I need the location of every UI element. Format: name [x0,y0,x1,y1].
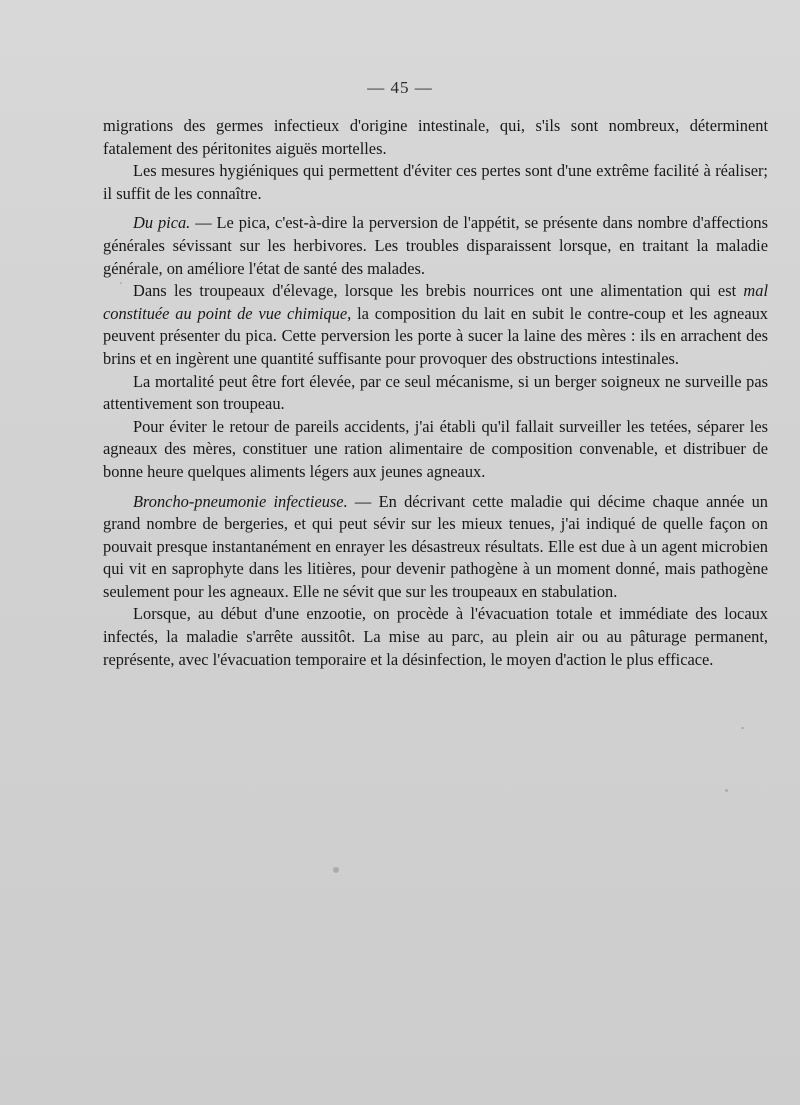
paragraph-pica-troupeaux [103,280,768,370]
paragraph-hygiene [103,160,768,205]
paragraph-text: Les mesures hygiéniques qui permettent d'éviter ces pertes sont d'une extrême facilité à réaliser; il suffit de les connaître. [103,161,768,203]
paragraph-broncho-pneumonie [103,491,768,604]
section-heading-pica: Du pica. [133,213,191,233]
paragraph-text: Lorsque, au début d'une enzootie, on procède à l'évacuation totale et immédiate des locaux infectés, la maladie s'arrête aussitôt. La mise au parc, au plein air ou au pâturage permanent, représente, avec l'évacuation temporaire et la désinfection, le moyen d'action le plus efficace. [103,604,768,669]
paragraph-text: Pour éviter le retour de pareils accidents, j'ai établi qu'il fallait surveiller les tetées, séparer les agneaux des mères, constituer une ration alimentaire de composition convenable, et distribuer de bonne heure quelques aliments légers aux jeunes agneaux. [103,416,768,481]
body-text [103,115,768,671]
paragraph-text: — En décrivant cette maladie qui décime chaque année un grand nombre de bergeries, et qui peut sévir sur les mieux tenues, j'ai indiqué de quelle façon on pouvait presque instantanément en enrayer les désastreux résultats. Elle est due à un agent microbien qui vit en saprophyte dans les litières, pour devenir pathogène à un moment donné, mais pathogène seulement pour les agneaux. Elle ne sévit que sur les troupeaux en stabulation. [103,491,768,601]
paragraph-pica-intro [103,212,768,280]
paragraph-prevention [103,416,768,484]
paper-speck [741,727,744,729]
paragraph-continuation [103,115,768,160]
paragraph-text-after: la composition du lait en subit le contre-coup et les agneaux peuvent présenter du pica. Cette perversion les porte à sucer la laine des mères : ils en arrachent des brins et en ingèrent une quantité suffisante pour provoquer des obstructions intestinales. [103,303,768,368]
paragraph-italic-phrase: mal constituée au point de vue chimique, [103,281,768,323]
paragraph-text: migrations des germes infectieux d'origine intestinale, qui, s'ils sont nombreux, déterminent fatalement des péritonites aiguës mortelles. [103,116,768,158]
paragraph-text-before: Dans les troupeaux d'élevage, lorsque les brebis nourrices ont une alimentation qui est [133,281,744,301]
paragraph-text: La mortalité peut être fort élevée, par ce seul mécanisme, si un berger soigneux ne surveille pas attentivement son troupeau. [103,371,768,414]
paper-speck [333,867,339,873]
paragraph-mortalite [103,371,768,416]
paragraph-text: — Le pica, c'est-à-dire la perversion de l'appétit, se présente dans nombre d'affections générales sévissant sur les herbivores. Les troubles disparaissent lorsque, en traitant la maladie générale, on améliore l'état de santé des malades. [103,213,768,278]
page-number: — 45 — [367,78,433,97]
paper-speck [120,282,122,284]
section-heading-broncho-pneumonie: Broncho-pneumonie infectieuse. [133,491,348,511]
paragraph-enzootie [103,603,768,671]
paper-speck [725,789,728,792]
